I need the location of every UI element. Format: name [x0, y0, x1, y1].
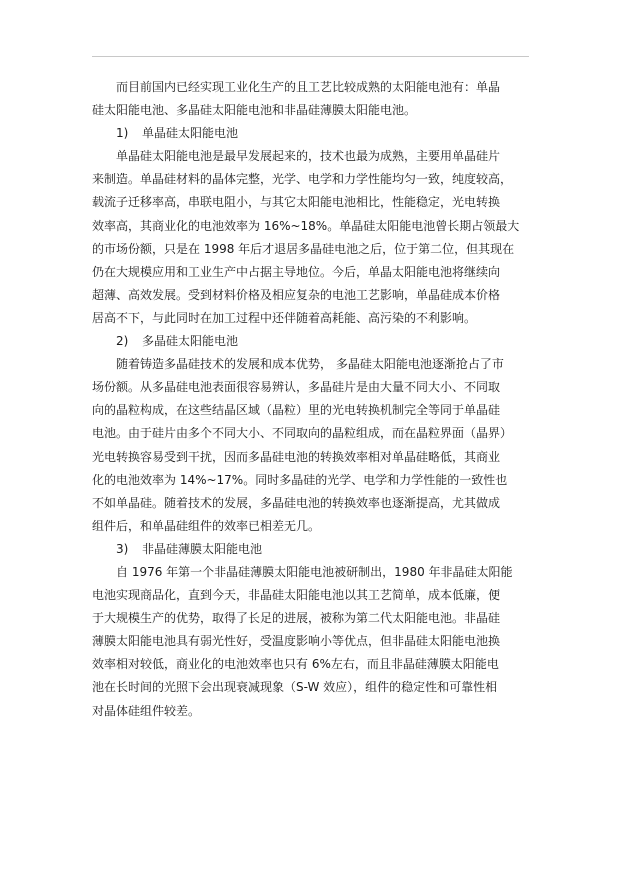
paragraph-line: 向的晶粒构成，在这些结晶区域（晶粒）里的光电转换机制完全等同于单晶硅: [92, 403, 501, 418]
paragraph-line: 单晶硅太阳能电池是最早发展起来的，技术也最为成熟，主要用单晶硅片: [116, 149, 501, 164]
section-heading: [92, 122, 532, 145]
section-monocrystalline: [92, 122, 532, 330]
paragraph-line: 自 1976 年第一个非晶硅薄膜太阳能电池被研制出，1980 年非晶硅太阳能: [116, 564, 513, 579]
section-number: 2): [116, 334, 129, 349]
paragraph-line: 池在长时间的光照下会出现衰减现象（S-W 效应），组件的稳定性和可靠性相: [92, 680, 498, 695]
section-title: 单晶硅太阳能电池: [142, 126, 239, 141]
paragraph-line: 组件后，和单晶硅组件的效率已相差无几。: [92, 518, 321, 533]
paragraph-line: 随着铸造多晶硅技术的发展和成本优势， 多晶硅太阳能电池逐渐抢占了市: [116, 357, 504, 372]
section-number: 3): [116, 541, 129, 556]
paragraph-line: 电池。由于硅片由多个不同大小、不同取向的晶粒组成，而在晶粒界面（晶界）: [92, 426, 513, 441]
paragraph-line: 化的电池效率为 14%~17%。同时多晶硅的光学、电学和力学性能的一致性也: [92, 472, 508, 487]
paragraph-line: 超薄、高效发展。受到材料价格及相应复杂的电池工艺影响，单晶硅成本价格: [92, 287, 501, 302]
paragraph-line: 于大规模生产的优势，取得了长足的进展，被称为第二代太阳能电池。非晶硅: [92, 611, 501, 626]
header-rule: [92, 56, 529, 57]
section-polycrystalline: [92, 330, 532, 538]
paragraph-line: 薄膜太阳能电池具有弱光性好，受温度影响小等优点，但非晶硅太阳能电池换: [92, 634, 501, 649]
section-amorphous-thin-film: [92, 538, 532, 723]
paragraph-line: 而目前国内已经实现工业化生产的且工艺比较成熟的太阳能电池有：单晶: [116, 80, 501, 94]
section-heading: [92, 538, 532, 561]
paragraph-line: 居高不下，与此同时在加工过程中还伴随着高耗能、高污染的不利影响。: [92, 310, 477, 325]
paragraph-line: 电池实现商品化，直到今天，非晶硅太阳能电池以其工艺简单，成本低廉，便: [92, 588, 501, 603]
paragraph-line: 光电转换容易受到干扰，因而多晶硅电池的转换效率相对单晶硅略低，其商业: [92, 449, 501, 464]
paragraph-line: 场份额。从多晶硅电池表面很容易辨认，多晶硅片是由大量不同大小、不同取: [92, 380, 501, 395]
paragraph-line: 仍在大规模应用和工业生产中占据主导地位。今后，单晶太阳能电池将继续向: [92, 264, 501, 279]
paragraph-line: 不如单晶硅。随着技术的发展，多晶硅电池的转换效率也逐渐提高，尤其做成: [92, 495, 501, 510]
section-title: 非晶硅薄膜太阳能电池: [142, 541, 263, 556]
paragraph-line: 效率高，其商业化的电池效率为 16%~18%。单晶硅太阳能电池曾长期占领最大: [92, 218, 520, 233]
section-title: 多晶硅太阳能电池: [142, 334, 239, 349]
paragraph-line: 对晶体硅组件较差。: [92, 703, 201, 718]
paragraph-line: 的市场份额，只是在 1998 年后才退居多晶硅电池之后，位于第二位，但其现在: [92, 241, 515, 256]
section-number: 1): [116, 126, 129, 141]
paragraph-line: 硅太阳能电池、多晶硅太阳能电池和非晶硅薄膜太阳能电池。: [92, 103, 417, 118]
document-body: [92, 76, 532, 723]
paragraph-line: 来制造。单晶硅材料的晶体完整，光学、电学和力学性能均匀一致，纯度较高，: [92, 172, 513, 187]
intro-paragraph: [92, 76, 532, 122]
paragraph-line: 效率相对较低，商业化的电池效率也只有 6%左右，而且非晶硅薄膜太阳能电: [92, 657, 499, 672]
section-heading: [92, 330, 532, 353]
paragraph-line: 载流子迁移率高，串联电阻小，与其它太阳能电池相比，性能稳定，光电转换: [92, 195, 501, 210]
